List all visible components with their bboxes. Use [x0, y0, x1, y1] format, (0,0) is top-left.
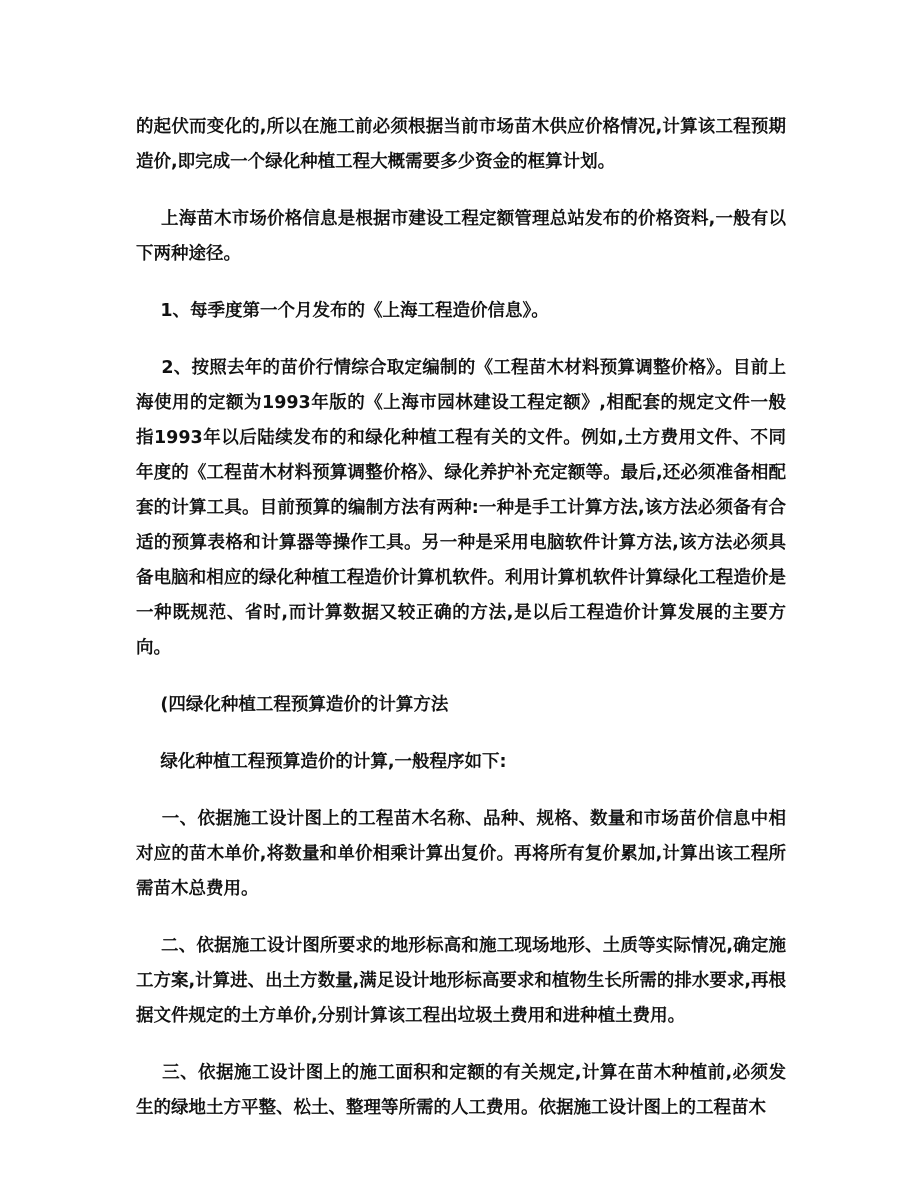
paragraph-procedure-intro: 绿化种植工程预算造价的计算,一般程序如下: [136, 752, 507, 772]
paragraph-item-2: 2、按照去年的苗价行情综合取定编制的《工程苗木材料预算调整价格》。目前上海使用的定额为1993年版的《上海市园林建设工程定额》,相配套的规定文件一般指1993年以后陆续发布的和绿化种植工程有关的文件。例如,土方费用文件、不同年度的《工程苗木材料预算调整价格》、绿化养护补充定额等。最后,还必须准备相配套的计算工具。目前预算的编制方法有两种:一种是手工计算方法,该方法必须备有合适的预算表格和计算器等操作工具。另一种是采用电脑软件计算方法,该方法必须具备电脑和相应的绿化种植工程造价计算机软件。利用计算机软件计算绿化工程造价是一种既规范、省时,而计算数据又较正确的方法,是以后工程造价计算发展的主要方向。 [136, 358, 786, 658]
paragraph-step-2: 二、依据施工设计图所要求的地形标高和施工现场地形、土质等实际情况,确定施工方案,计算进、出土方数量,满足设计地形标高要求和植物生长所需的排水要求,再根据文件规定的土方单价,分别计算该工程出垃圾土费用和进种植土费用。 [136, 936, 786, 1026]
section-heading: (四绿化种植工程预算造价的计算方法 [136, 695, 449, 715]
paragraph-continuation: 的起伏而变化的,所以在施工前必须根据当前市场苗木供应价格情况,计算该工程预期造价,即完成一个绿化种植工程大概需要多少资金的框算计划。 [136, 117, 786, 172]
paragraph-step-1: 一、依据施工设计图上的工程苗木名称、品种、规格、数量和市场苗价信息中相对应的苗木单价,将数量和单价相乘计算出复价。再将所有复价累加,计算出该工程所需苗木总费用。 [136, 809, 787, 899]
paragraph-item-1: 1、每季度第一个月发布的《上海工程造价信息》。 [136, 301, 549, 321]
paragraph-step-3: 三、依据施工设计图上的施工面积和定额的有关规定,计算在苗木种植前,必须发生的绿地土方平整、松土、整理等所需的人工费用。依据施工设计图上的工程苗木 [136, 1063, 787, 1118]
document-body [136, 110, 786, 1148]
paragraph-market-price-info: 上海苗木市场价格信息是根据市建设工程定额管理总站发布的价格资料,一般有以下两种途径。 [136, 209, 786, 264]
